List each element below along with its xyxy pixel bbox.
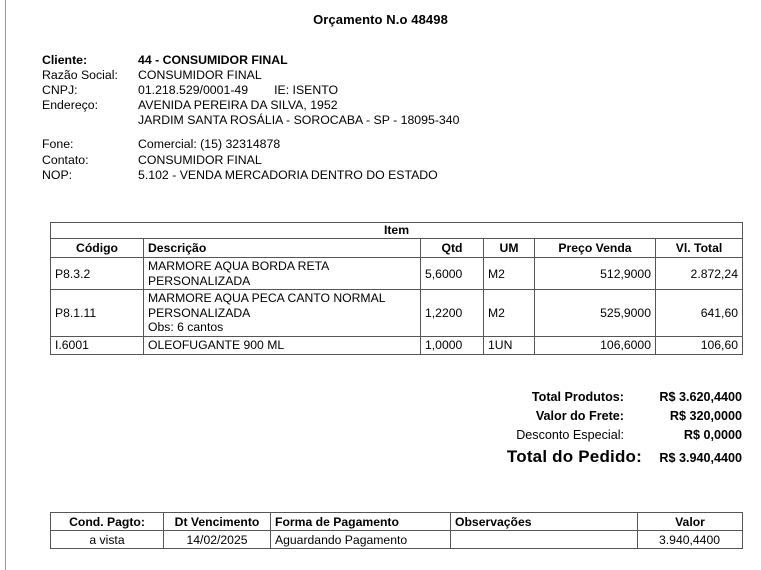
item-descricao [144, 290, 421, 337]
payment-forma-pagamento: Aguardando Pagamento [271, 531, 451, 549]
page-left-border [5, 0, 6, 570]
payment-table-header-row [51, 513, 743, 531]
customer-info-spacer [42, 128, 459, 137]
customer-info-row-fone [42, 137, 459, 152]
item-codigo: I.6001 [51, 336, 144, 354]
value-cliente: 44 - CONSUMIDOR FINAL [138, 53, 288, 67]
customer-info-row-cnpj [42, 83, 459, 98]
value-endereco-linha2: JARDIM SANTA ROSÁLIA - SOROCABA - SP - 18095-340 [138, 113, 460, 128]
items-table-header-row [51, 239, 743, 258]
payment-observacoes [451, 531, 638, 549]
label-nop: NOP: [42, 167, 73, 182]
value-razao-social: CONSUMIDOR FINAL [138, 68, 262, 83]
item-descricao-line: PERSONALIZADA [148, 273, 251, 288]
items-header-codigo: Código [51, 239, 144, 258]
label-total-produtos: Total Produtos: [531, 390, 624, 404]
label-cnpj: CNPJ: [42, 83, 78, 98]
payment-table [50, 512, 743, 549]
customer-info-row-endereco-linha2 [42, 113, 459, 128]
label-contato: Contato: [42, 152, 89, 167]
value-inscricao-estadual: IE: ISENTO [274, 83, 339, 98]
item-descricao-line: MARMORE AQUA BORDA RETA [148, 259, 330, 273]
item-vl-total: 2.872,24 [656, 258, 743, 290]
label-razao-social: Razão Social: [42, 68, 118, 83]
value-total-pedido: R$ 3.940,4400 [659, 451, 742, 465]
value-fone: Comercial: (15) 32314878 [138, 137, 281, 152]
payment-header-dt-vencimento: Dt Vencimento [164, 513, 271, 531]
items-header-qtd: Qtd [421, 239, 484, 258]
item-preco-venda: 512,9000 [535, 258, 656, 290]
item-descricao-line: PERSONALIZADA [148, 305, 251, 320]
label-valor-frete: Valor do Frete: [535, 409, 624, 423]
item-vl-total: 106,60 [656, 336, 743, 354]
items-table-banner-row [51, 223, 743, 239]
customer-info-row-cliente [42, 53, 459, 68]
value-nop: 5.102 - VENDA MERCADORIA DENTRO DO ESTADO [138, 167, 438, 182]
total-row-frete [420, 409, 742, 428]
value-total-produtos: R$ 3.620,4400 [659, 390, 742, 404]
customer-info-row-razao-social [42, 68, 459, 83]
total-row-pedido [420, 447, 742, 473]
payment-cond-pagto: a vista [51, 531, 164, 549]
items-header-um: UM [484, 239, 535, 258]
value-desconto-especial: R$ 0,0000 [683, 428, 742, 442]
items-header-vl-total: Vl. Total [656, 239, 743, 258]
items-table [50, 222, 743, 355]
payment-dt-vencimento: 14/02/2025 [164, 531, 271, 549]
value-valor-frete: R$ 320,0000 [669, 409, 742, 423]
payment-header-observacoes: Observações [451, 513, 638, 531]
item-qtd: 1,2200 [421, 290, 484, 337]
label-fone: Fone: [42, 137, 74, 152]
item-preco-venda: 106,6000 [535, 336, 656, 354]
item-codigo: P8.3.2 [51, 258, 144, 290]
customer-info-row-contato [42, 153, 459, 168]
label-endereco: Endereço: [42, 98, 99, 113]
total-row-produtos [420, 390, 742, 409]
item-um: M2 [484, 290, 535, 337]
table-row [51, 258, 743, 290]
payment-valor: 3.940,4400 [638, 531, 743, 549]
label-total-pedido: Total do Pedido: [506, 447, 642, 466]
payment-header-valor: Valor [638, 513, 743, 531]
items-table-banner: Item [51, 223, 743, 239]
table-row [51, 336, 743, 354]
total-row-desconto [420, 428, 742, 447]
item-vl-total: 641,60 [656, 290, 743, 337]
label-desconto-especial: Desconto Especial: [516, 428, 624, 442]
item-descricao-observacao: Obs: 6 cantos [148, 320, 224, 335]
item-um: 1UN [484, 336, 535, 354]
document-title: Orçamento N.o 48498 [313, 12, 448, 27]
customer-info-block [42, 53, 459, 183]
item-descricao-line: OLEOFUGANTE 900 ML [148, 337, 285, 352]
value-contato: CONSUMIDOR FINAL [138, 152, 262, 167]
item-descricao [144, 258, 421, 290]
item-qtd: 5,6000 [421, 258, 484, 290]
item-preco-venda: 525,9000 [535, 290, 656, 337]
value-endereco: AVENIDA PEREIRA DA SILVA, 1952 [138, 98, 338, 113]
table-row [51, 531, 743, 549]
items-header-preco-venda: Preço Venda [535, 239, 656, 258]
table-row [51, 290, 743, 337]
payment-header-forma-pagamento: Forma de Pagamento [271, 513, 451, 531]
label-cliente: Cliente: [42, 53, 88, 67]
payment-header-cond-pagto: Cond. Pagto: [51, 513, 164, 531]
item-codigo: P8.1.11 [51, 290, 144, 337]
item-descricao-line: MARMORE AQUA PECA CANTO NORMAL [148, 291, 386, 306]
item-qtd: 1,0000 [421, 336, 484, 354]
items-header-descricao: Descrição [144, 239, 421, 258]
customer-info-row-endereco [42, 98, 459, 113]
customer-info-row-nop [42, 168, 459, 183]
item-descricao [144, 336, 421, 354]
totals-block [420, 390, 742, 473]
value-cnpj: 01.218.529/0001-49 [138, 83, 249, 98]
item-um: M2 [484, 258, 535, 290]
